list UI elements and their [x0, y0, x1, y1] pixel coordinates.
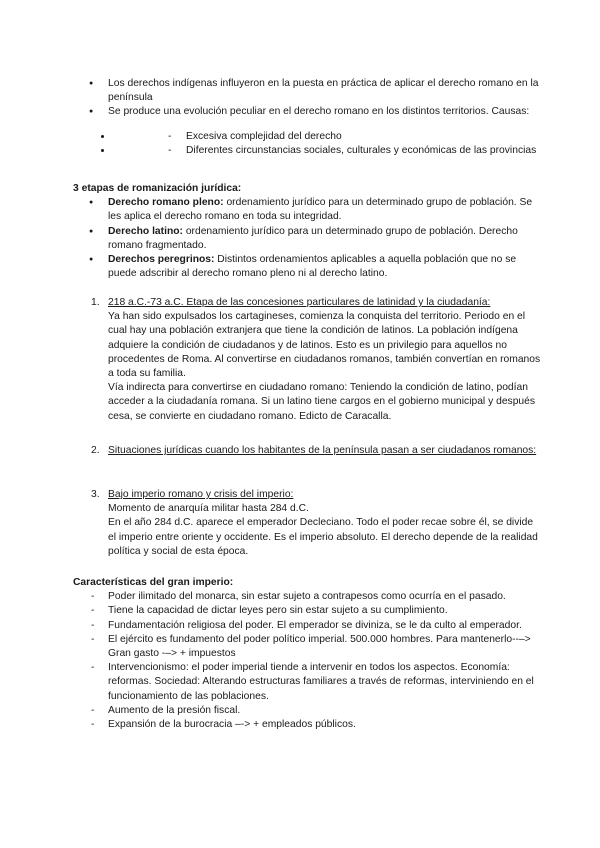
etapa-item	[73, 253, 543, 281]
caracteristicas-list	[73, 590, 543, 732]
etapas-list	[73, 196, 543, 281]
caracteristica-item: - El ejército es fundamento del poder político imperial. 500.000 hombres. Para mantenerlo--–> Gran gasto -–> + impuestos	[73, 633, 543, 661]
numbered-item-2	[73, 444, 543, 458]
item-number: 3.	[91, 489, 100, 500]
item-number: 1.	[91, 297, 100, 308]
caracteristica-item: - Fundamentación religiosa del poder. El emperador se diviniza, se le da culto al emperador.	[73, 619, 543, 633]
etapa-text: ordenamiento jurídico para un determinado grupo de población. Se les aplica el derecho romano en toda su integridad.	[108, 197, 533, 223]
etapa-text: Distintos ordenamientos aplicables a aquella población que no se puede adscribir al derecho romano pleno ni al derecho latino.	[108, 254, 517, 280]
item-title: 218 a.C.-73 a.C. Etapa de las concesiones particulares de latinidad y la ciudadanía:	[108, 297, 491, 308]
item-body-2: Vía indirecta para convertirse en ciudadano romano: Teniendo la condición de latino, podían acceder a la ciudadanía romana. Si un latino tiene cargos en el gobierno municipal y después cesa, se convierte en ciudadano romano. Edicto de Caracalla.	[108, 382, 536, 422]
etapa-text: ordenamiento jurídico para un determinado grupo de población. Derecho romano fragmentado.	[108, 225, 518, 251]
etapa-term: Derecho romano pleno:	[108, 197, 224, 209]
caracteristica-item: - Expansión de la burocracia –-> + empleados públicos.	[73, 718, 543, 732]
etapa-term: Derecho latino:	[108, 225, 183, 237]
etapa-item	[73, 225, 543, 253]
intro-bullet: ● Se produce una evolución peculiar en el derecho romano en los distintos territorios. Causas:	[73, 105, 543, 119]
etapa-term: Derechos peregrinos:	[108, 254, 215, 266]
etapas-heading: 3 etapas de romanización jurídica:	[73, 183, 242, 194]
caracteristica-item: - Aumento de la presión fiscal.	[73, 704, 543, 718]
caracteristicas-section	[73, 576, 543, 732]
intro-bullet-list	[73, 77, 543, 120]
cause-item: - • Excesiva complejidad del derecho	[113, 130, 543, 144]
numbered-item-1	[73, 296, 543, 424]
numbered-item-3	[73, 488, 543, 559]
intro-bullet: ● Los derechos indígenas influyeron en la puesta en práctica de aplicar el derecho romano en la península	[73, 77, 543, 105]
caracteristica-item: - Intervencionismo: el poder imperial tiende a intervenir en todos los aspectos. Economía: reformas. Sociedad: Alterando estructuras familiares a través de reformas, interviniendo en el funcionamiento de las poblaciones.	[73, 661, 543, 704]
item-body: Ya han sido expulsados los cartagineses, comienza la conquista del territorio. Periodo en el cual hay una población extranjera que tiene la condición de latinos. La población indígena adquiere la condición de ciudadanos y de latinos. Esto es un privilegio para aquellos no procedentes de Roma. Al convertirse en ciudadanos romanos, también convertían en romanos a toda su familia.	[108, 311, 541, 380]
item-line: Momento de anarquía militar hasta 284 d.C.	[108, 503, 309, 515]
item-title: Bajo imperio romano y crisis del imperio:	[108, 489, 294, 500]
intro-section	[73, 77, 543, 169]
item-title: Situaciones jurídicas cuando los habitantes de la península pasan a ser ciudadanos romanos:	[108, 445, 537, 456]
etapa-item	[73, 196, 543, 224]
item-body: En el año 284 d.C. aparece el emperador Decleciano. Todo el poder recae sobre él, se divide el imperio entre oriente y occidente. Es el imperio absoluto. El derecho depende de la realidad política y social de esta época.	[108, 517, 538, 557]
caracteristica-item: - Poder ilimitado del monarca, sin estar sujeto a contrapesos como ocurría en el pasado.	[73, 590, 543, 604]
cause-item: - • Diferentes circunstancias sociales, culturales y económicas de las provincias	[113, 144, 543, 158]
etapas-section	[73, 182, 543, 281]
caracteristicas-heading: Características del gran imperio:	[73, 577, 234, 588]
causes-list	[73, 130, 543, 158]
item-number: 2.	[91, 445, 100, 456]
caracteristica-item: - Tiene la capacidad de dictar leyes pero sin estar sujeto a su cumplimiento.	[73, 604, 543, 618]
